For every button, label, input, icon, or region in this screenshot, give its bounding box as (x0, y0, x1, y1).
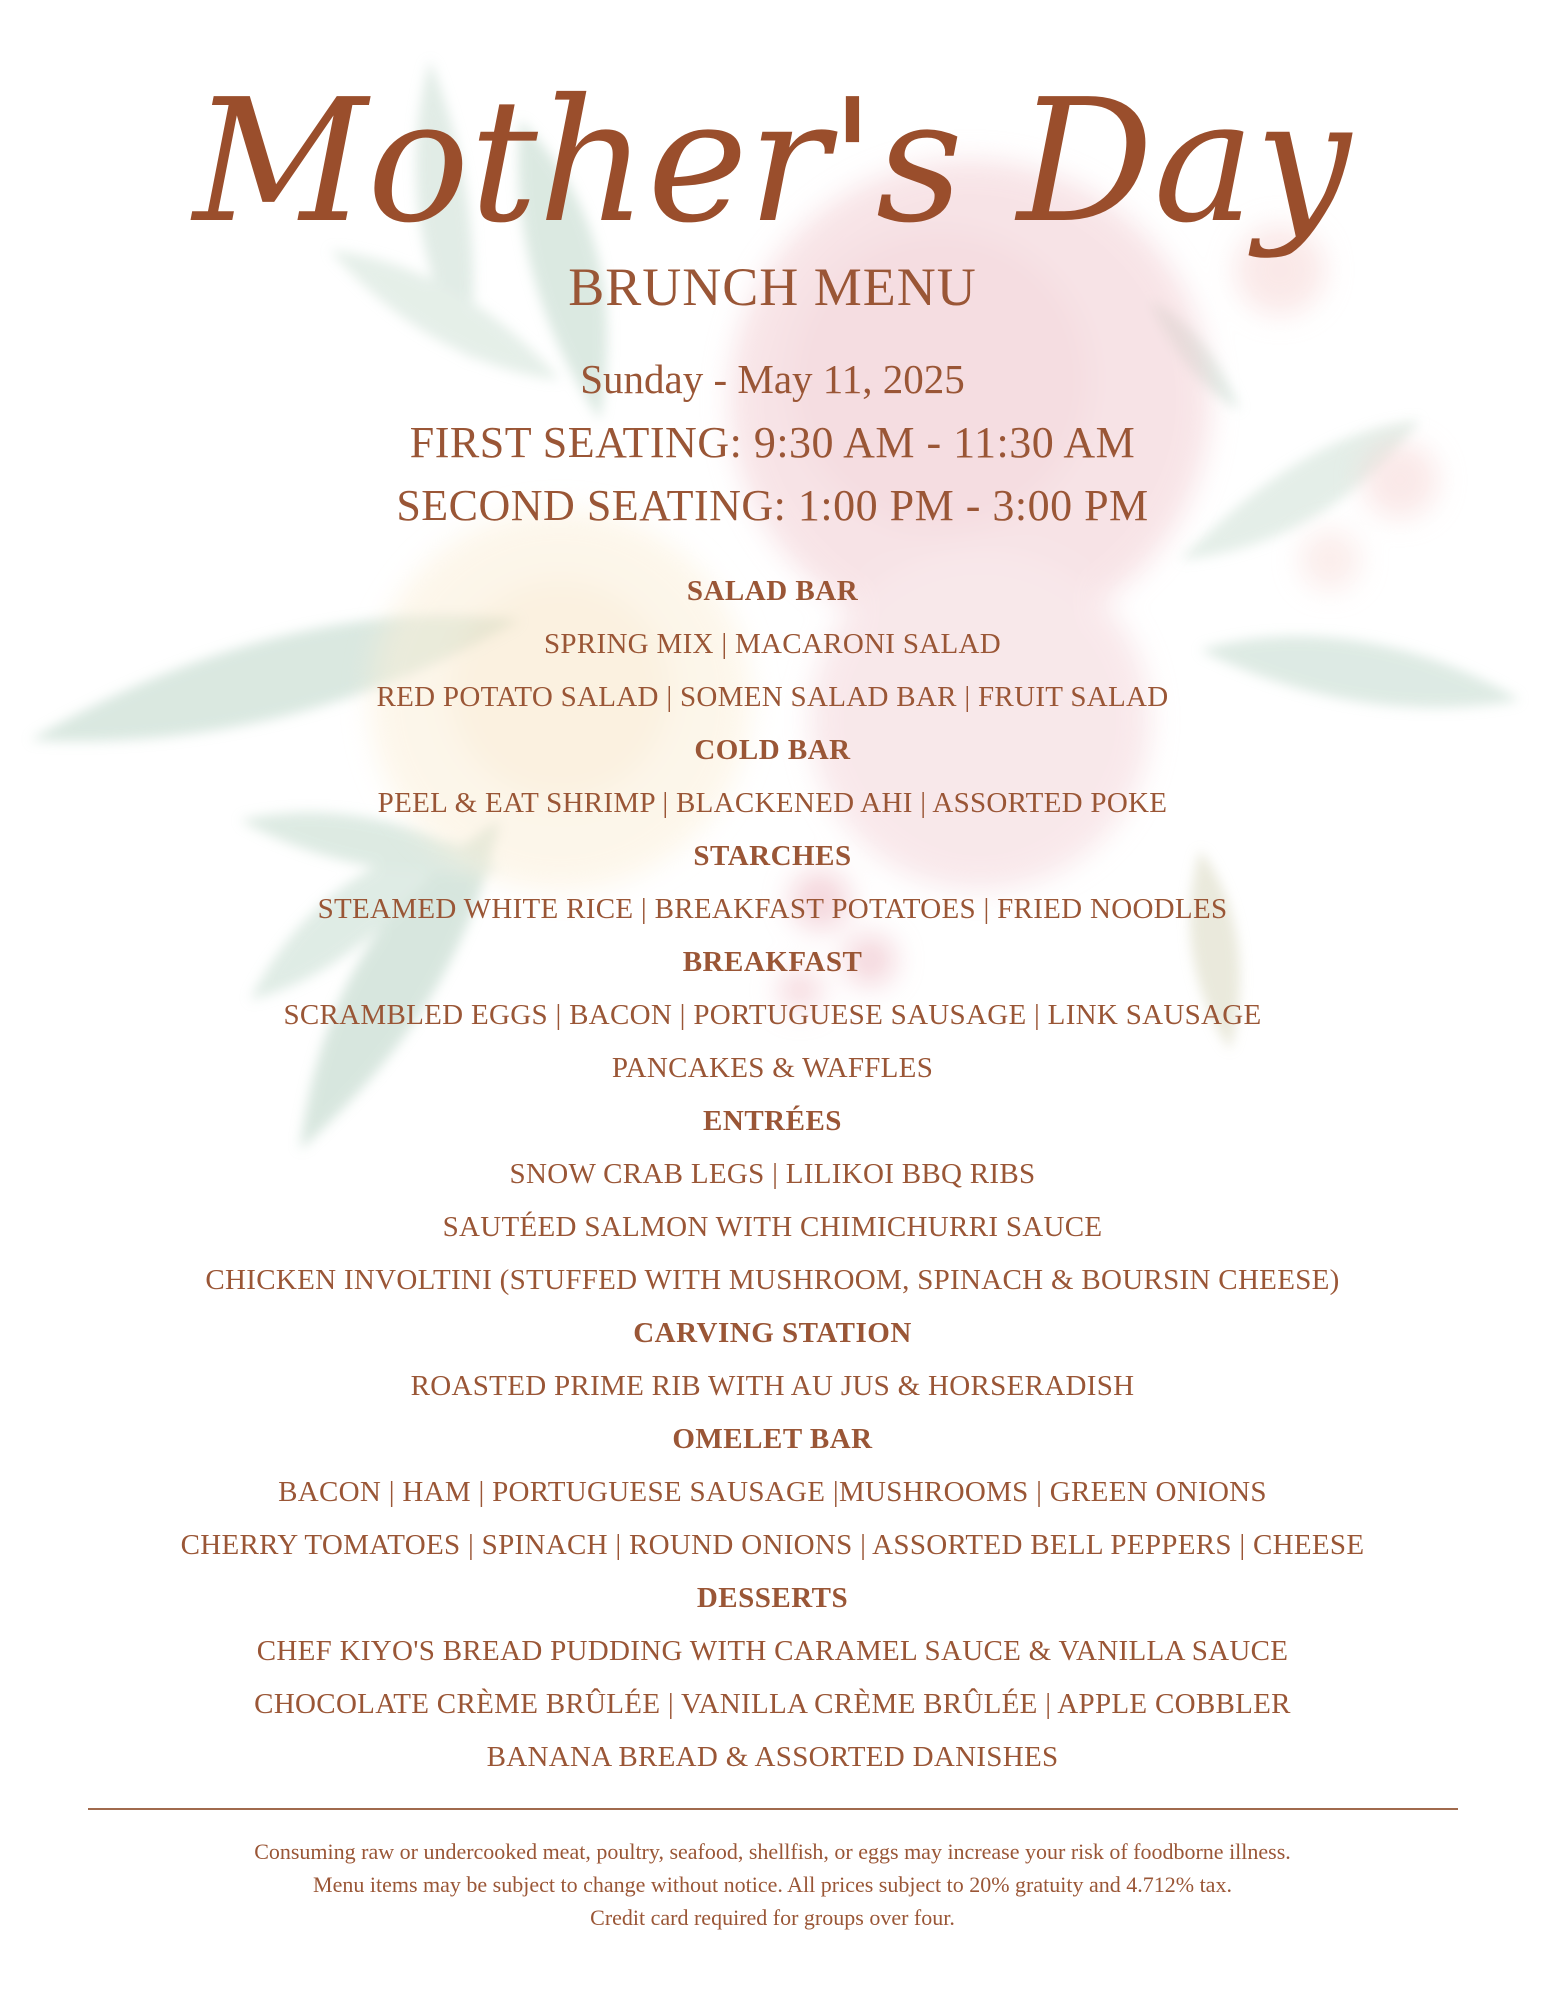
section-heading: STARCHES (693, 840, 852, 872)
section-heading: SALAD BAR (686, 575, 859, 607)
menu-sections (0, 565, 1545, 1784)
menu-item-line: CHOCOLATE CRÈME BRÛLÉE | VANILLA CRÈME BRÛLÉE | APPLE COBBLER (254, 1688, 1291, 1720)
menu-item-line: SCRAMBLED EGGS | BACON | PORTUGUESE SAUSAGE | LINK SAUSAGE (283, 999, 1262, 1031)
section-heading: DESSERTS (696, 1582, 849, 1614)
menu-item-line: ROASTED PRIME RIB WITH AU JUS & HORSERADISH (410, 1370, 1135, 1402)
menu-item-line: PEEL & EAT SHRIMP | BLACKENED AHI | ASSORTED POKE (377, 787, 1168, 819)
footer-divider (88, 1808, 1458, 1810)
footer-line: Consuming raw or undercooked meat, poultry, seafood, shellfish, or eggs may increase your risk of foodborne illness. (254, 1839, 1291, 1864)
section-heading: ENTRÉES (703, 1105, 842, 1137)
section-heading: OMELET BAR (672, 1423, 873, 1455)
script-title-graphic (0, 60, 1545, 260)
section-heading: BREAKFAST (682, 946, 863, 978)
menu-item-line: CHEF KIYO'S BREAD PUDDING WITH CARAMEL SAUCE & VANILLA SAUCE (256, 1635, 1289, 1667)
menu-subtitle: BRUNCH MENU (568, 257, 977, 317)
second-seating: SECOND SEATING: 1:00 PM - 3:00 PM (396, 481, 1149, 530)
menu-item-line: PANCAKES & WAFFLES (611, 1052, 934, 1084)
script-title-text: Mother's Day (193, 63, 1351, 260)
footer-line: Menu items may be subject to change without notice. All prices subject to 20% gratuity and 4.712% tax. (313, 1872, 1232, 1897)
menu-item-line: BANANA BREAD & ASSORTED DANISHES (486, 1741, 1059, 1773)
menu-item-line: SNOW CRAB LEGS | LILIKOI BBQ RIBS (509, 1158, 1036, 1190)
event-date: Sunday - May 11, 2025 (580, 356, 965, 402)
menu-item-line: CHERRY TOMATOES | SPINACH | ROUND ONIONS | ASSORTED BELL PEPPERS | CHEESE (180, 1529, 1365, 1561)
menu-item-line: CHICKEN INVOLTINI (STUFFED WITH MUSHROOM, SPINACH & BOURSIN CHEESE) (205, 1264, 1340, 1296)
menu-item-line: SAUTÉED SALMON WITH CHIMICHURRI SAUCE (442, 1211, 1103, 1243)
footer-line: Credit card required for groups over four. (590, 1905, 955, 1930)
menu-item-line: BACON | HAM | PORTUGUESE SAUSAGE |MUSHROOMS | GREEN ONIONS (278, 1476, 1267, 1508)
section-heading: COLD BAR (694, 734, 851, 766)
menu-item-line: STEAMED WHITE RICE | BREAKFAST POTATOES | FRIED NOODLES (317, 893, 1228, 925)
menu-item-line: RED POTATO SALAD | SOMEN SALAD BAR | FRUIT SALAD (376, 681, 1169, 713)
first-seating: FIRST SEATING: 9:30 AM - 11:30 AM (409, 418, 1136, 467)
script-title (0, 60, 1545, 280)
menu-item-line: SPRING MIX | MACARONI SALAD (543, 628, 1001, 660)
footer-disclaimer (0, 1835, 1545, 1934)
section-heading: CARVING STATION (633, 1317, 912, 1349)
